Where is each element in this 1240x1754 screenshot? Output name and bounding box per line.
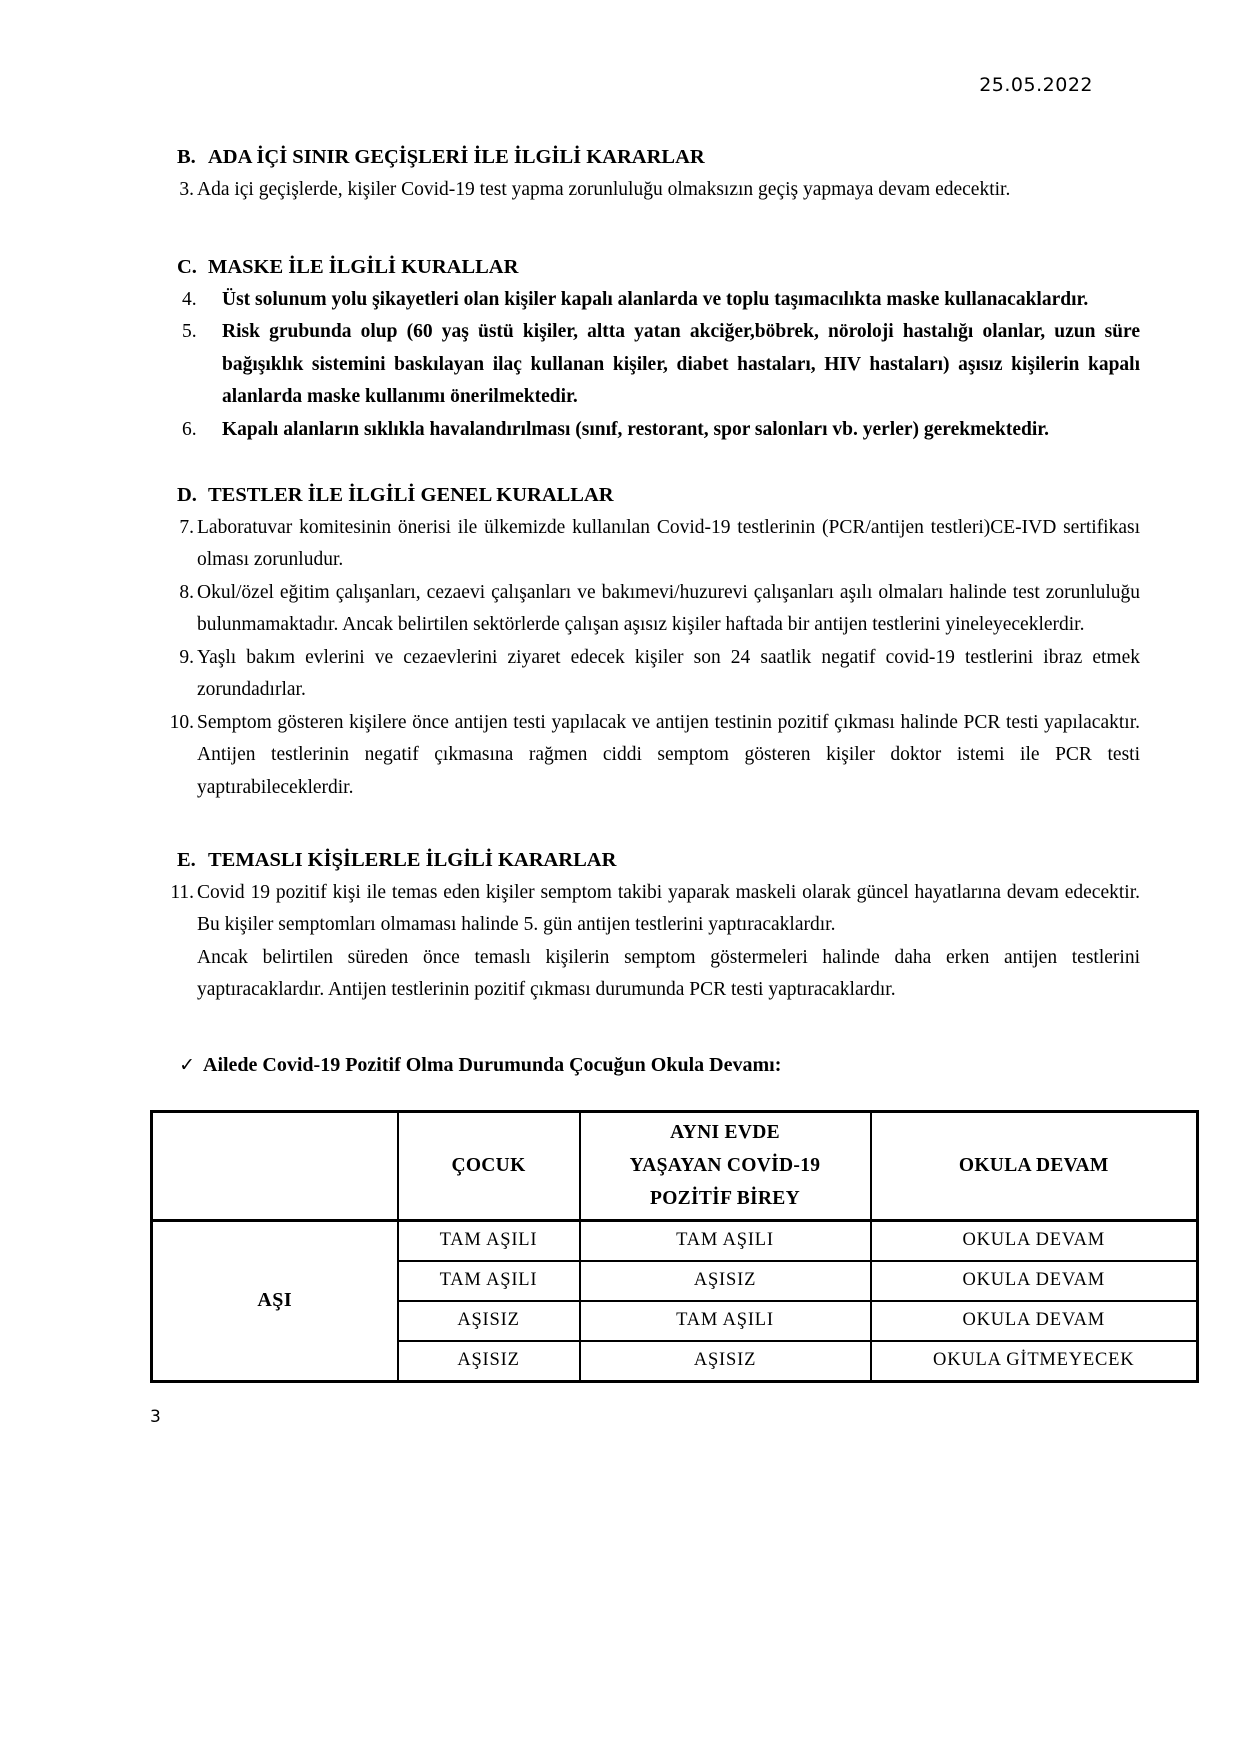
table-cell: AŞISIZ [398,1341,580,1382]
item-number: 8. [179,581,194,603]
section-heading-b [177,141,1140,174]
item-number: 11. [170,881,194,903]
table-cell: AŞISIZ [398,1301,580,1341]
item-text: Semptom gösteren kişilere önce antijen testi yapılacak ve antijen testinin pozitif çıkması halinde PCR testi yapılacaktır. Antijen testlerinin negatif çıkmasına rağmen ciddi semptom gösteren kişiler doktor istemi ile PCR testi yaptırabileceklerdir. [197,711,1140,798]
table-cell: OKULA DEVAM [871,1301,1198,1341]
item-text: Yaşlı bakım evlerini ve cezaevlerini ziyaret edecek kişiler son 24 saatlik negatif covid-19 testlerini ibraz etmek zorundadırlar. [197,646,1140,700]
header-cell-ayni-evde [580,1111,871,1220]
table-cell: TAM AŞILI [580,1220,871,1261]
document-date: 25.05.2022 [979,74,1093,96]
list-item-11 [100,877,1140,942]
note-line [100,1049,1140,1082]
section-title: MASKE İLE İLGİLİ KURALLAR [208,256,519,278]
item-text: Laboratuvar komitesinin önerisi ile ülkemizde kullanılan Covid-19 testlerinin (PCR/antijen testleri)CE-IVD sertifikası olması zorunludur. [197,516,1140,570]
table-cell: TAM AŞILI [580,1301,871,1341]
list-item-4 [100,284,1140,317]
item-text: Üst solunum yolu şikayetleri olan kişiler kapalı alanlarda ve toplu taşımacılıkta maske kullanacaklardır. [222,288,1089,310]
item-text: Covid 19 pozitif kişi ile temas eden kişiler semptom takibi yaparak maskeli olarak güncel hayatlarına devam edecektir. Bu kişiler semptomları olmaması halinde 5. gün antijen testlerini yaptıracaklardır. [197,881,1140,935]
item-text: Okul/özel eğitim çalışanları, cezaevi çalışanları ve bakımevi/huzurevi çalışanları aşılı olmaları halinde test zorunluluğu bulunmamaktadır. Ancak belirtilen sektörlerde çalışan aşısız kişiler haftada bir antijen testlerini yineleyeceklerdir. [197,581,1140,635]
item-number: 9. [179,646,194,668]
list-item-6 [100,414,1140,447]
header-line: YAŞAYAN COVİD-19 [629,1155,821,1176]
header-cell-okula-devam: OKULA DEVAM [871,1111,1198,1220]
header-cell-cocuk: ÇOCUK [398,1111,580,1220]
item-text: Ada içi geçişlerde, kişiler Covid-19 test yapma zorunluluğu olmaksızın geçiş yapmaya devam edecektir. [197,178,1011,200]
table-cell: TAM AŞILI [398,1261,580,1301]
list-item-9 [100,642,1140,707]
item-text: Kapalı alanların sıklıkla havalandırılması (sınıf, restorant, spor salonları vb. yerler) gerekmektedir. [222,418,1049,440]
section-heading-d [177,479,1140,512]
checkmark-icon: ✓ [179,1053,195,1076]
header-line: AYNI EVDE [670,1122,780,1143]
list-item-8 [100,577,1140,642]
list-item-3 [100,174,1140,207]
table-header-row [152,1111,1198,1220]
section-letter: D. [177,484,197,506]
item-text: Risk grubunda olup (60 yaş üstü kişiler, altta yatan akciğer,böbrek, nöroloji hastalığı olanlar, uzun süre bağışıklık sistemini baskılayan ilaç kullanan kişiler, diabet hastaları, HIV hastaları) aşısız kişilerin kapalı alanlarda maske kullanımı önerilmektedir. [222,321,1140,407]
table-cell: OKULA DEVAM [871,1220,1198,1261]
table-row [152,1220,1198,1261]
section-title: ADA İÇİ SINIR GEÇİŞLERİ İLE İLGİLİ KARARLAR [208,146,705,168]
item-number: 3. [179,178,194,200]
row-group-label: AŞI [152,1220,398,1381]
table-cell: AŞISIZ [580,1341,871,1382]
section-letter: E. [177,849,196,871]
table-cell: TAM AŞILI [398,1220,580,1261]
note-text: Ailede Covid-19 Pozitif Olma Durumunda Çocuğun Okula Devamı: [203,1053,782,1076]
section-heading-e [177,844,1140,877]
section-heading-c [177,251,1140,284]
item-number: 4. [182,288,197,310]
table-cell: OKULA GİTMEYECEK [871,1341,1198,1382]
page-number: 3 [150,1406,161,1427]
item-number: 6. [182,418,197,440]
item-number: 5. [182,321,197,342]
list-item-11-continuation: Ancak belirtilen süreden önce temaslı kişilerin semptom göstermeleri halinde daha erken antijen testlerini yaptıracaklardır. Antijen testlerinin pozitif çıkması durumunda PCR testi yaptıracaklardır. [197,946,1140,1000]
section-title: TESTLER İLE İLGİLİ GENEL KURALLAR [208,484,614,506]
section-c [0,251,1240,446]
list-item-7 [100,512,1140,577]
section-letter: B. [177,146,196,168]
list-item-5 [100,316,1140,414]
item-number: 10. [169,711,194,733]
section-title: TEMASLI KİŞİLERLE İLGİLİ KARARLAR [208,849,617,871]
list-item-10 [100,707,1140,805]
section-letter: C. [177,256,197,278]
header-cell-empty [152,1111,398,1220]
table-cell: AŞISIZ [580,1261,871,1301]
school-attendance-table [150,1110,1199,1383]
table-cell: OKULA DEVAM [871,1261,1198,1301]
header-line: POZİTİF BİREY [650,1188,800,1209]
item-number: 7. [179,516,194,538]
